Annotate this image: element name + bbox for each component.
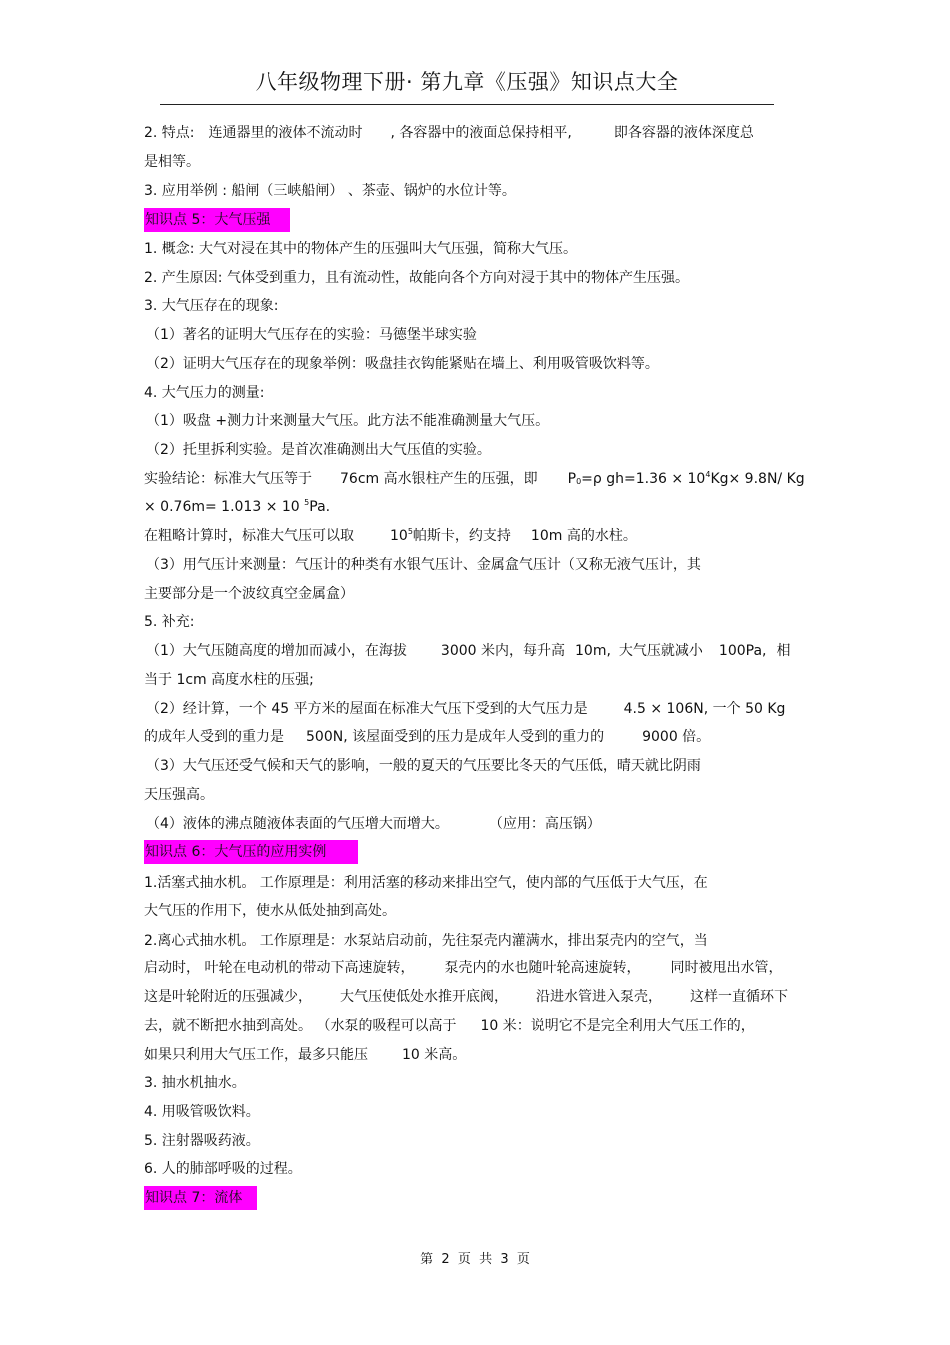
text-line: 5. 补充: xyxy=(144,614,195,630)
text-line: 3. 抽水机抽水。 xyxy=(144,1075,246,1091)
text-span: 100Pa, xyxy=(718,643,767,659)
text-span: 连通器里的液体不流动时 xyxy=(208,125,363,141)
text-line xyxy=(146,641,790,661)
text-line: 5. 注射器吸药液。 xyxy=(144,1133,260,1149)
section-heading-5: 知识点 5：大气压强 xyxy=(144,208,290,232)
text-span: 9000 倍。 xyxy=(642,729,711,745)
text-line: 当于 1cm 高度水柱的压强; xyxy=(144,672,314,688)
text-line: 6. 人的肺部呼吸的过程。 xyxy=(144,1161,302,1177)
text-span: （应用：高压锅） xyxy=(488,816,601,832)
text-line xyxy=(144,1045,466,1065)
text-span: P xyxy=(567,471,577,487)
text-line: （3）用气压计来测量：气压计的种类有水银气压计、金属盒气压计（又称无液气压计，其 xyxy=(146,557,701,573)
text-line: 是相等。 xyxy=(144,154,200,170)
superscript: 5 xyxy=(304,498,310,507)
text-line xyxy=(144,469,805,489)
text-line: 2.离心式抽水机。 工作原理是：水泵站启动前，先往泵壳内灌满水，排出泵壳内的空气，当 xyxy=(144,933,708,949)
text-line: （1）著名的证明大气压存在的实验：马德堡半球实验 xyxy=(146,327,477,343)
text-line: 1.活塞式抽水机。 工作原理是：利用活塞的移动来排出空气，使内部的气压低于大气压，在 xyxy=(144,875,708,891)
text-span: 这样一直循环下 xyxy=(690,989,788,1005)
text-line: （2）托里拆利实验。是首次准确测出大气压值的实验。 xyxy=(146,442,491,458)
text-line: 4. 用吸管吸饮料。 xyxy=(144,1104,260,1120)
text-span: 10 xyxy=(390,528,408,544)
text-line xyxy=(146,814,601,834)
text-line: 主要部分是一个波纹真空金属盒） xyxy=(144,586,354,602)
text-span: 3000 米内，每升高 xyxy=(440,643,565,659)
text-line: 天压强高。 xyxy=(144,787,214,803)
text-span: 76cm 高水银柱产生的压强，即 xyxy=(340,471,538,487)
text-span: （1）大气压随高度的增加而减小，在海拔 xyxy=(146,643,407,659)
text-line: 大气压的作用下，使水从低处抽到高处。 xyxy=(144,903,396,919)
text-span: 大气压就减小 xyxy=(618,643,703,659)
text-line xyxy=(144,497,330,517)
text-span: （2）经计算，一个 45 平方米的屋面在标准大气压下受到的大气压力是 xyxy=(146,701,588,717)
text-span: 这是叶轮附近的压强减少， xyxy=(144,989,312,1005)
text-line: 2. 产生原因: 气体受到重力，且有流动性，故能向各个方向对浸于其中的物体产生压强。 xyxy=(144,270,689,286)
text-span: Pa. xyxy=(309,499,331,515)
text-span: Kg× 9.8N/ Kg xyxy=(710,471,805,487)
text-line: 3. 大气压存在的现象: xyxy=(144,298,279,314)
text-line: （3）大气压还受气候和天气的影响，一般的夏天的气压要比冬天的气压低，晴天就比阴雨 xyxy=(146,758,701,774)
text-line: 3. 应用举例 : 船闸（三峡船闸） 、茶壶、锅炉的水位计等。 xyxy=(144,183,516,199)
text-line: 4. 大气压力的测量: xyxy=(144,385,265,401)
text-line xyxy=(144,123,754,143)
text-span: （4）液体的沸点随液体表面的气压增大而增大。 xyxy=(146,816,449,832)
text-span: 在粗略计算时，标准大气压可以取 xyxy=(144,528,354,544)
text-span: 2. 特点: xyxy=(144,125,195,141)
text-span: 即各容器的液体深度总 xyxy=(613,125,754,141)
text-span: =ρ gh=1.36 × 10 xyxy=(581,471,706,487)
page-title: 八年级物理下册· 第九章《压强》知识点大全 xyxy=(255,70,679,94)
text-line xyxy=(144,1016,755,1036)
text-span: 如果只利用大气压工作，最多只能压 xyxy=(144,1047,368,1063)
text-line: 1. 概念: 大气对浸在其中的物体产生的压强叫大气压强，简称大气压。 xyxy=(144,241,577,257)
superscript: 5 xyxy=(407,527,413,536)
text-span: 沿进水管进入泵壳， xyxy=(536,989,662,1005)
text-line: （1）吸盘 +测力计来测量大气压。此方法不能准确测量大气压。 xyxy=(146,413,550,429)
text-span: , 各容器中的液面总保持相平, xyxy=(390,125,572,141)
text-span: 大气压使低处水推开底阀， xyxy=(340,989,508,1005)
text-line: （2）证明大气压存在的现象举例：吸盘挂衣钩能紧贴在墙上、利用吸管吸饮料等。 xyxy=(146,356,659,372)
text-line xyxy=(144,727,710,747)
text-span: 10 米：说明它不是完全利用大气压工作的， xyxy=(480,1018,755,1034)
title-rule xyxy=(160,104,774,105)
section-heading-7: 知识点 7：流体 xyxy=(144,1186,257,1210)
text-span: 实验结论：标准大气压等于 xyxy=(144,471,312,487)
text-line xyxy=(144,526,637,546)
text-span: 500N, 该屋面受到的压力是成年人受到的重力的 xyxy=(306,729,605,745)
text-span: × 0.76m= 1.013 × 10 xyxy=(144,499,305,515)
text-line xyxy=(144,987,788,1007)
text-line xyxy=(146,699,785,719)
section-heading-6: 知识点 6：大气压的应用实例 xyxy=(144,840,358,864)
text-span: 10m 高的水柱。 xyxy=(530,528,637,544)
subscript: 0 xyxy=(576,477,582,486)
text-span: 去，就不断把水抽到高处。 （水泵的吸程可以高于 xyxy=(144,1018,457,1034)
text-span: 相 xyxy=(776,643,791,659)
text-span: 启动时， 叶轮在电动机的带动下高速旋转， xyxy=(144,960,415,976)
text-line xyxy=(144,958,782,978)
superscript: 4 xyxy=(705,470,711,479)
text-span: 泵壳内的水也随叶轮高速旋转， xyxy=(444,960,641,976)
text-span: 帕斯卡，约支持 xyxy=(412,528,511,544)
text-span: 10m, xyxy=(575,643,611,659)
text-span: 同时被甩出水管， xyxy=(670,960,783,976)
text-span: 10 米高。 xyxy=(402,1047,467,1063)
page-footer: 第 2 页 共 3 页 xyxy=(420,1252,530,1267)
text-span: 4.5 × 106N, 一个 50 Kg xyxy=(623,701,786,717)
text-span: 的成年人受到的重力是 xyxy=(144,729,284,745)
